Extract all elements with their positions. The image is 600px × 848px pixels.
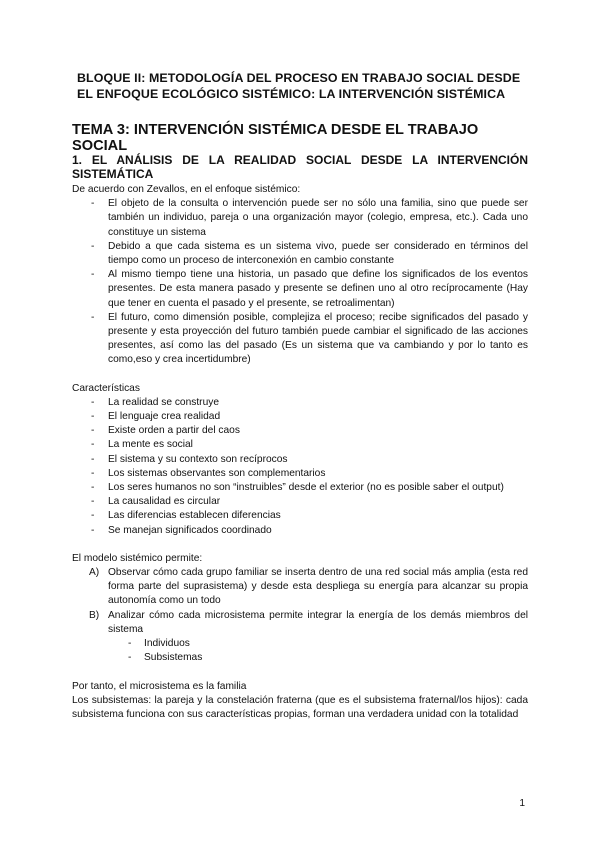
section-title: 1. EL ANÁLISIS DE LA REALIDAD SOCIAL DESDE LA INTERVENCIÓN SISTEMÁTICA [72,153,528,181]
caracteristicas-list [72,396,528,538]
document-page [72,70,528,722]
list-item [72,609,528,637]
modelo-label: El modelo sistémico permite: [72,552,203,564]
modelo-list [72,566,528,637]
zevallos-list [72,197,528,367]
list-item: - La realidad se construye [72,396,528,410]
caracteristicas-label: Características [72,382,140,394]
list-marker: A) [89,567,100,579]
modelo-sublist [72,637,528,665]
list-item-text: Analizar cómo cada microsistema permite integrar la energía de los demás miembros del sistema [108,609,528,635]
list-item: - La mente es social [72,438,528,452]
bloque-title: BLOQUE II: METODOLOGÍA DEL PROCESO EN TRABAJO SOCIAL DESDE EL ENFOQUE ECOLÓGICO SISTÉMICO: LA INTERVENCIÓN SISTÉMICA [77,71,521,101]
list-item-text: Observar cómo cada grupo familiar se inserta dentro de una red social más amplia (esta red forma parte del suprasistema) y desde esta despliega su energía para alcanzar su propia autonomía como un todo [108,567,528,607]
intro-paragraph: De acuerdo con Zevallos, en el enfoque sistémico: [72,184,301,195]
list-item: - Individuos [72,637,528,651]
list-item: - Existe orden a partir del caos [72,424,528,438]
list-item: - El futuro, como dimensión posible, complejiza el proceso; recibe significados del pasado y presente y esta proyección del futuro también puede cambiar el significado de las acciones presentes, así como las del pasado (Es un sistema que va cambiando y por lo tanto es como,eso y crea incertidumbre) [72,311,528,368]
list-item: - Al mismo tiempo tiene una historia, un pasado que define los significados de los eventos presentes. De esta manera pasado y presente se definen uno al otro recíprocamente (Hay que tener en cuenta el pasado y el presente, se retroalimentan) [72,268,528,311]
list-item: - La causalidad es circular [72,495,528,509]
list-item: - Las diferencias establecen diferencias [72,509,528,523]
list-item: - Se manejan significados coordinado [72,524,528,538]
list-item: - El objeto de la consulta o intervención puede ser no sólo una familia, sino que puede ser también un individuo, pareja o una organización mayor (colegio, empresa, etc.). Cada uno constituye un sistema [72,197,528,240]
list-item: - Subsistemas [72,651,528,665]
list-item: - Los seres humanos no son “instruibles” desde el exterior (no es posible saber el output) [72,481,528,495]
list-item: - El lenguaje crea realidad [72,410,528,424]
list-item: - Debido a que cada sistema es un sistema vivo, puede ser considerado en términos del tiempo como un proceso de interconexión en cambio constante [72,240,528,268]
list-item: - El sistema y su contexto son recíprocos [72,453,528,467]
conclusion-line: Por tanto, el microsistema es la familia [72,680,247,692]
conclusion-paragraph: Los subsistemas: la pareja y la constelación fraterna (que es el subsistema fraternal/los hijos): cada subsistema funciona con sus características propias, forman una verdadera unidad con la totalidad [72,694,528,720]
list-item [72,566,528,609]
page-number: 1 [519,798,525,809]
tema-title: TEMA 3: INTERVENCIÓN SISTÉMICA DESDE EL TRABAJO SOCIAL [72,122,479,154]
list-item: - Los sistemas observantes son complementarios [72,467,528,481]
list-marker: B) [89,609,100,621]
